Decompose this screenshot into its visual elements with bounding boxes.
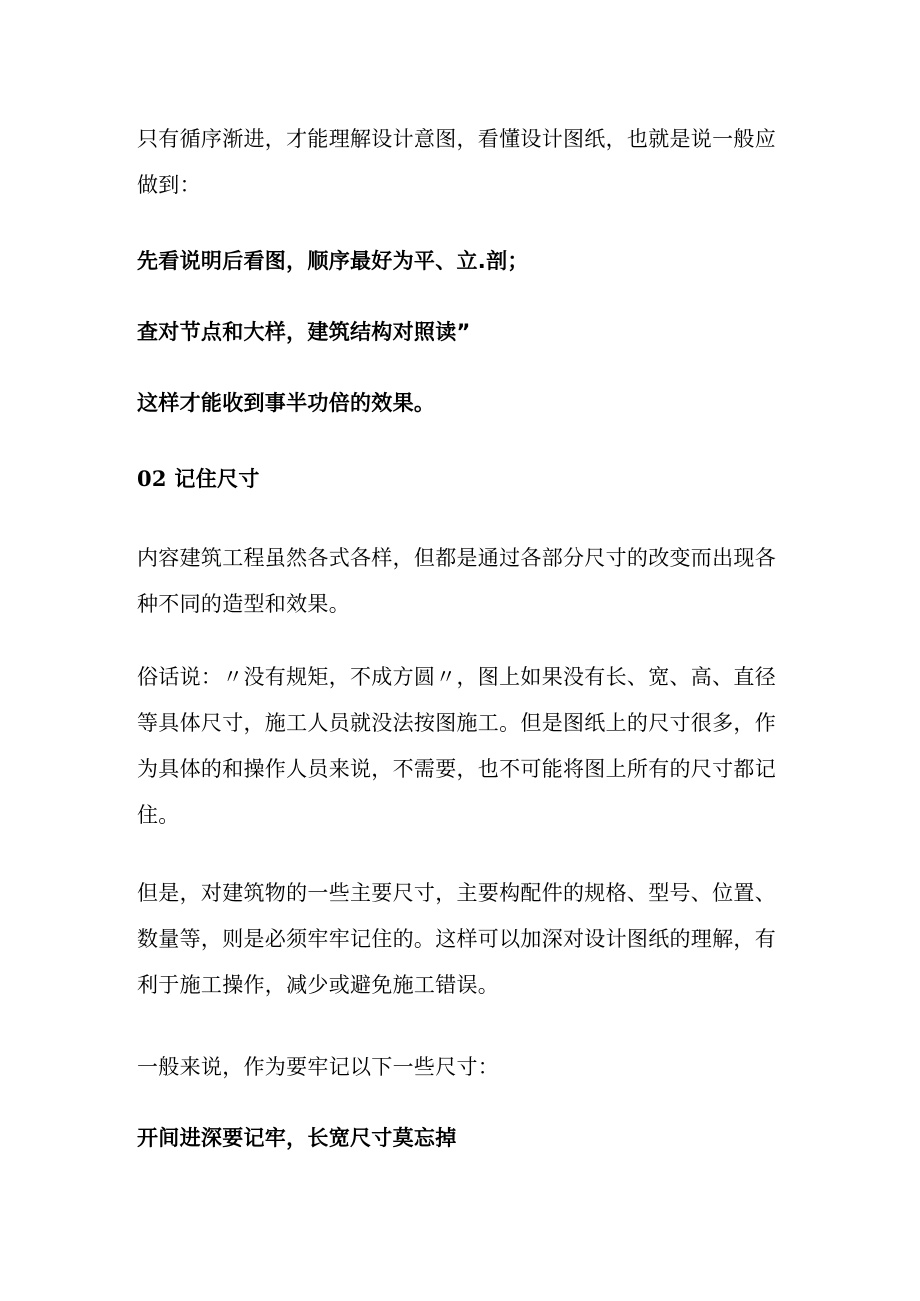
paragraph-saying: 俗话说：〃没有规矩，不成方圆〃，图上如果没有长、宽、高、直径等具体尺寸，施工人员就没法按图施工。但是图纸上的尺寸很多，作为具体的和操作人员来说，不需要，也不可能将图上所有的尺寸都记住。 <box>137 665 776 827</box>
paragraph-generally: 一般来说，作为要牢记以下一些尺寸： <box>137 1055 500 1079</box>
paragraph-rule-3: 开间进深要记牢，长宽尺寸莫忘掉 <box>137 1126 457 1150</box>
paragraph-effect: 这样才能收到事半功倍的效果。 <box>137 391 436 415</box>
paragraph-rule-2: 查对节点和大样，建筑结构对照读” <box>137 320 471 344</box>
paragraph-intro: 只有循序渐进，才能理解设计意图，看懂设计图纸，也就是说一般应做到： <box>137 127 776 197</box>
section-heading: 02 记住尺寸 <box>137 466 260 491</box>
paragraph-rule-1: 先看说明后看图，顺序最好为平、立.剖； <box>137 249 529 273</box>
paragraph-main-dimensions: 但是，对建筑物的一些主要尺寸，主要构配件的规格、型号、位置、数量等，则是必须牢牢记住的。这样可以加深对设计图纸的理解，有利于施工操作，减少或避免施工错误。 <box>137 881 776 997</box>
paragraph-content: 内容建筑工程虽然各式各样，但都是通过各部分尺寸的改变而出现各种不同的造型和效果。 <box>137 546 776 616</box>
